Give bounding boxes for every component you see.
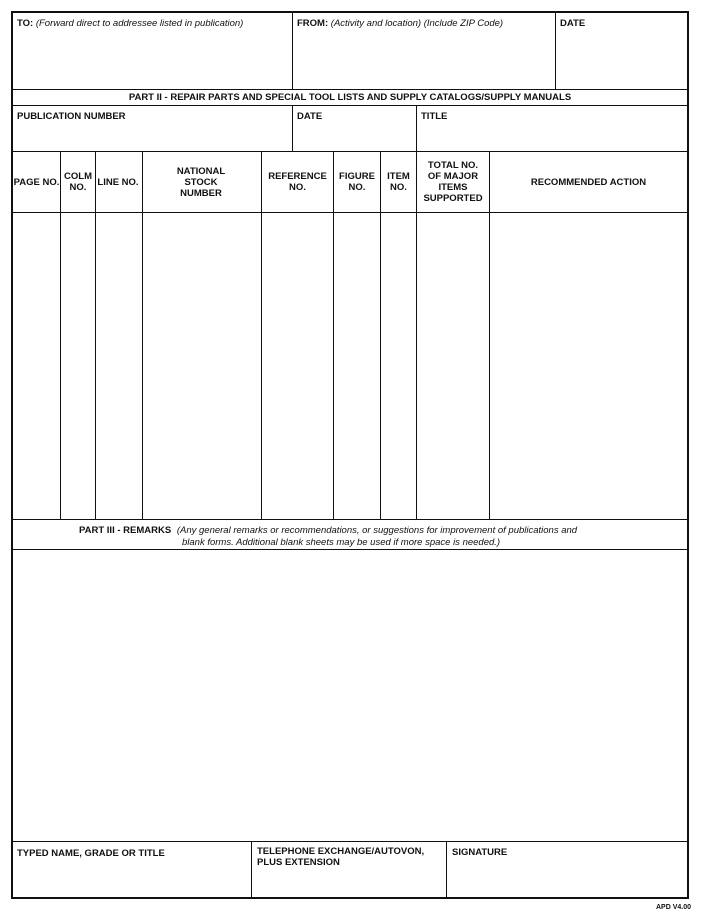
form-page	[11, 11, 689, 899]
col-header-recommended-action: RECOMMENDED ACTION	[530, 176, 647, 188]
part3-hint-line1: (Any general remarks or recommendations, or suggestions for improvement of publications and	[176, 525, 578, 536]
divider	[380, 152, 381, 519]
telephone-field[interactable]	[252, 842, 446, 897]
from-field[interactable]	[293, 13, 555, 89]
col-colm-no-entries[interactable]	[61, 213, 95, 519]
part2-title: PART II - REPAIR PARTS AND SPECIAL TOOL LISTS AND SUPPLY CATALOGS/SUPPLY MANUALS	[128, 92, 572, 103]
telephone-label-line2: PLUS EXTENSION	[257, 857, 340, 868]
publication-date-label: DATE	[297, 111, 323, 122]
col-item-no-entries[interactable]	[381, 213, 416, 519]
divider	[95, 152, 96, 519]
divider	[13, 89, 687, 90]
divider	[489, 152, 490, 519]
publication-number-label: PUBLICATION NUMBER	[17, 111, 126, 122]
part3-title: PART III - REMARKS	[79, 525, 172, 536]
col-reference-no-entries[interactable]	[262, 213, 333, 519]
divider	[60, 152, 61, 519]
divider	[142, 152, 143, 519]
divider	[416, 152, 417, 519]
col-national-stock-number-entries[interactable]	[143, 213, 261, 519]
typed-name-label: TYPED NAME, GRADE OR TITLE	[17, 848, 165, 859]
part3-hint-line2: blank forms. Additional blank sheets may be used if more space is needed.)	[182, 537, 501, 548]
divider	[261, 152, 262, 519]
col-line-no-entries[interactable]	[96, 213, 142, 519]
col-header-total-major-items: TOTAL NO. OF MAJOR ITEMS SUPPORTED	[423, 160, 483, 204]
col-header-colm-no: COLM NO.	[64, 171, 92, 193]
col-recommended-action-entries[interactable]	[490, 213, 687, 519]
to-label: TO:	[17, 18, 34, 29]
col-header-item-no: ITEM NO.	[387, 171, 410, 193]
col-header-national-stock-number: NATIONAL STOCK NUMBER	[176, 165, 226, 199]
col-total-major-items-entries[interactable]	[417, 213, 489, 519]
part3-header	[13, 520, 687, 549]
col-figure-no-entries[interactable]	[334, 213, 380, 519]
to-field[interactable]	[13, 13, 292, 89]
form-code: APD V4.00	[655, 904, 691, 911]
typed-name-field[interactable]	[13, 842, 251, 897]
publication-title-field[interactable]	[417, 106, 687, 151]
date-label: DATE	[560, 18, 586, 29]
col-header-line-no: LINE NO.	[97, 176, 139, 188]
date-field[interactable]	[556, 13, 687, 89]
signature-field[interactable]	[447, 842, 687, 897]
col-page-no-entries[interactable]	[13, 213, 60, 519]
from-label: FROM:	[297, 18, 329, 29]
to-hint: (Forward direct to addressee listed in publication)	[35, 18, 244, 29]
from-hint: (Activity and location) (Include ZIP Code)	[330, 18, 504, 29]
publication-title-label: TITLE	[421, 111, 448, 122]
col-header-page-no: PAGE NO.	[13, 176, 60, 188]
publication-number-field[interactable]	[13, 106, 292, 151]
publication-date-field[interactable]	[293, 106, 416, 151]
remarks-area[interactable]	[13, 550, 687, 841]
col-header-figure-no: FIGURE NO.	[339, 171, 375, 193]
telephone-label-line1: TELEPHONE EXCHANGE/AUTOVON,	[257, 846, 425, 857]
divider	[333, 152, 334, 519]
col-header-reference-no: REFERENCE NO.	[268, 171, 327, 193]
signature-label: SIGNATURE	[452, 847, 508, 858]
